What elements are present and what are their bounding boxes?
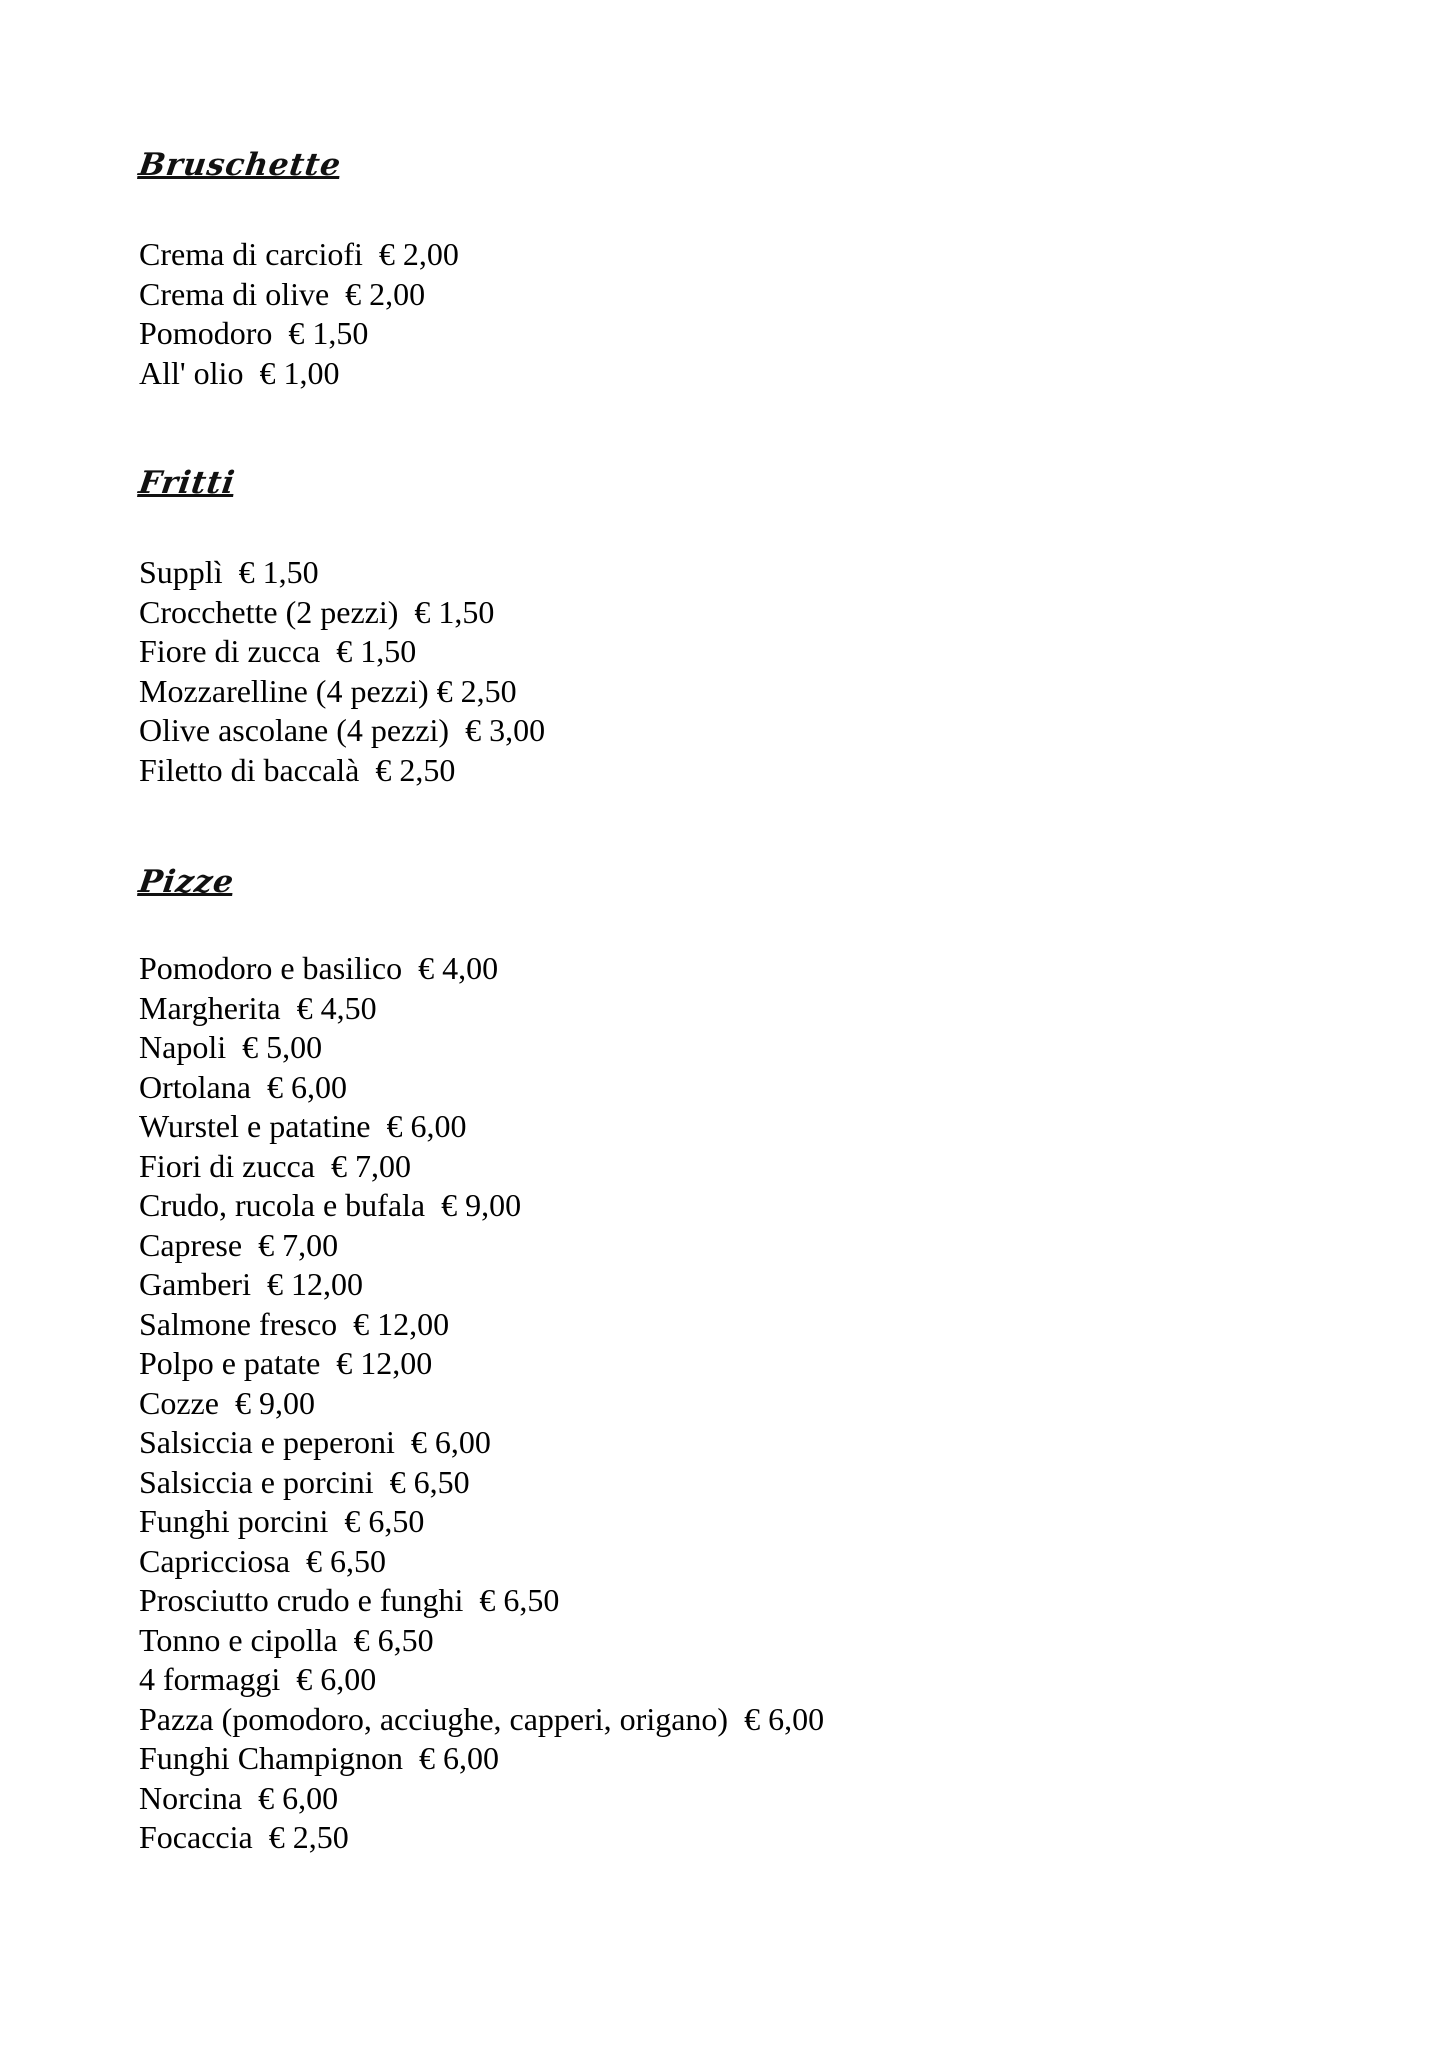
menu-item: Salmone fresco € 12,00 [139, 1305, 450, 1342]
menu-item: Fiore di zucca € 1,50 [139, 633, 417, 669]
menu-item: Pazza (pomodoro, acciughe, capperi, origano) € 6,00 [139, 1700, 825, 1737]
menu-item: Pomodoro e basilico € 4,00 [139, 950, 499, 986]
section-pizze [136, 862, 825, 1858]
menu-item: Caprese € 7,00 [139, 1226, 339, 1263]
section-title-pizze: Pizze [136, 864, 237, 900]
menu-item: Ortolana € 6,00 [139, 1068, 347, 1105]
menu-item: Gamberi € 12,00 [139, 1266, 363, 1302]
section-title-fritti: Fritti [136, 465, 238, 501]
menu-item: Focaccia € 2,50 [139, 1819, 349, 1855]
menu-item: Salsiccia e peperoni € 6,00 [139, 1424, 491, 1460]
menu-item: Filetto di baccalà € 2,50 [139, 751, 456, 788]
fritti-list [139, 553, 545, 790]
menu-item: Funghi porcini € 6,50 [139, 1503, 425, 1539]
bruschette-list [139, 235, 459, 393]
menu-item: Pomodoro € 1,50 [139, 315, 369, 351]
menu-item: Supplì € 1,50 [139, 554, 319, 590]
section-fritti [136, 463, 546, 790]
menu-item: Crudo, rucola e bufala € 9,00 [139, 1187, 522, 1223]
menu-item: Polpo e patate € 12,00 [139, 1345, 433, 1381]
menu-item: Olive ascolane (4 pezzi) € 3,00 [139, 712, 546, 748]
section-bruschette [136, 145, 459, 393]
menu-item: Tonno e cipolla € 6,50 [139, 1621, 434, 1658]
menu-item: Prosciutto crudo e funghi € 6,50 [139, 1582, 560, 1618]
menu-item: Napoli € 5,00 [139, 1029, 323, 1065]
section-title-bruschette: Bruschette [136, 147, 344, 183]
menu-item: Cozze € 9,00 [139, 1384, 315, 1421]
menu-item: Margherita € 4,50 [139, 989, 377, 1026]
menu-item: Salsiccia e porcini € 6,50 [139, 1463, 470, 1500]
menu-item: All' olio € 1,00 [139, 354, 340, 391]
menu-item: Capricciosa € 6,50 [139, 1542, 387, 1579]
menu-item: Norcina € 6,00 [139, 1779, 339, 1816]
menu-item: Funghi Champignon € 6,00 [139, 1740, 500, 1776]
menu-item: Mozzarelline (4 pezzi) € 2,50 [139, 672, 517, 709]
menu-item: Wurstel e patatine € 6,00 [139, 1108, 467, 1144]
menu-item: Crema di carciofi € 2,00 [139, 236, 459, 272]
menu-item: Crocchette (2 pezzi) € 1,50 [139, 593, 495, 630]
menu-item: 4 formaggi € 6,00 [139, 1661, 377, 1697]
menu-item: Crema di olive € 2,00 [139, 275, 426, 312]
menu-item: Fiori di zucca € 7,00 [139, 1147, 411, 1184]
pizze-list [139, 949, 824, 1858]
